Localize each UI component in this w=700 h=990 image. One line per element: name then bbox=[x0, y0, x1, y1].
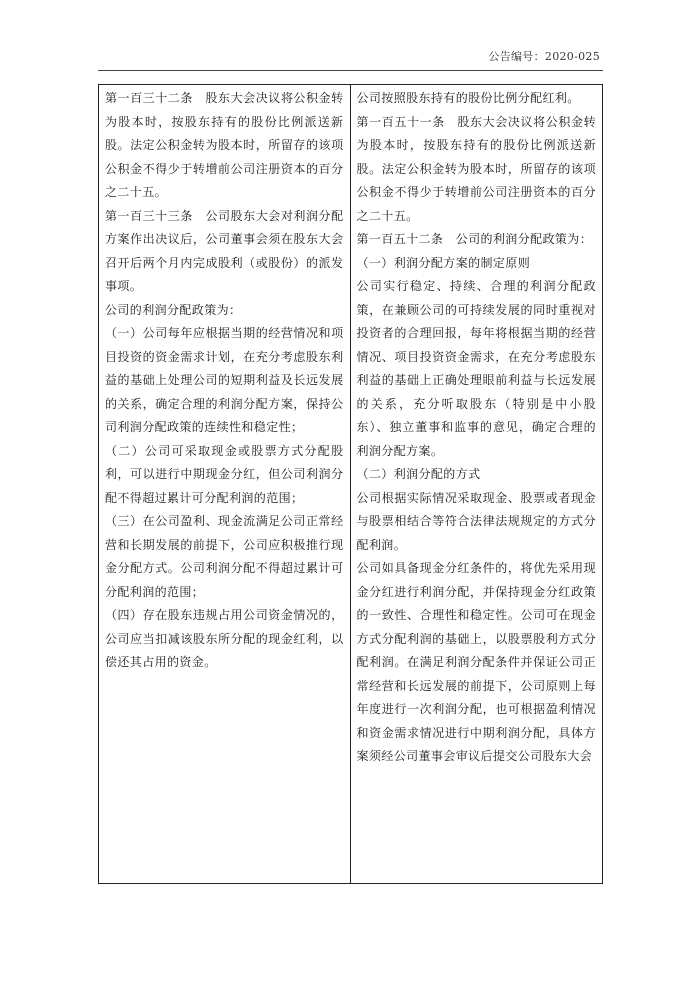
announcement-number: 公告编号：2020-025 bbox=[488, 50, 600, 63]
policy-intro: 公司的利润分配政策为： bbox=[105, 302, 242, 317]
policy-item-4: （四）存在股东违规占用公司资金情况的，公司应当扣减该股东所分配的现金红利，以偿还其占用的资金。 bbox=[105, 608, 344, 669]
article-152: 第一百五十二条 公司的利润分配政策为： bbox=[356, 232, 593, 246]
policy-item-1: （一）公司每年应根据当期的经营情况和项目投资的资金需求计划，在充分考虑股东利益的基础上处理公司的短期利益及长远发展的关系，确定合理的利润分配方案，保持公司利润分配政策的连续性和稳定性； bbox=[105, 326, 344, 434]
policy-item-3: （三）在公司盈利、现金流满足公司正常经营和长期发展的前提下，公司应积极推行现金分配方式。公司利润分配不得超过累计可分配利润的范围； bbox=[105, 514, 344, 599]
methods-text: 公司根据实际情况采取现金、股票或者现金与股票相结合等符合法律法规规定的方式分配利润。 bbox=[356, 490, 596, 552]
article-133: 第一百三十三条 公司股东大会对利润分配方案作出决议后，公司董事会须在股东大会召开后两个月内完成股利（或股份）的派发事项。 bbox=[105, 208, 344, 293]
right-column-revised-text bbox=[351, 85, 603, 883]
policy-item-2: （二）公司可采取现金或股票方式分配股利，可以进行中期现金分红，但公司利润分配不得超过累计可分配利润的范围； bbox=[105, 443, 344, 505]
left-column-original-text bbox=[99, 85, 351, 883]
article-132: 第一百三十二条 股东大会决议将公积金转为股本时，按股东持有的股份比例派送新股。法定公积金转为股本时，所留存的该项公积金不得少于转增前公司注册资本的百分之二十五。 bbox=[105, 91, 344, 199]
cash-dividend-text: 公司如具备现金分红条件的，将优先采用现金分红进行利润分配，并保持现金分红政策的一致性、合理性和稳定性。公司可在现金方式分配利润的基础上，以股票股利方式分配利润。在满足利润分配条件并保证公司正常经营和长远发展的前提下，公司原则上每年度进行一次利润分配，也可根据盈利情况和资金需求情况进行中期利润分配，具体方案须经公司董事会审议后提交公司股东大会 bbox=[356, 561, 596, 763]
article-151: 第一百五十一条 股东大会决议将公积金转为股本时，按股东持有的股份比例派送新股。法定公积金转为股本时，所留存的该项公积金不得少于转增前公司注册资本的百分之二十五。 bbox=[356, 114, 596, 223]
section-heading-methods: （二）利润分配的方式 bbox=[356, 467, 481, 481]
dividend-continuation: 公司按照股东持有的股份比例分配红利。 bbox=[356, 91, 580, 105]
header-divider bbox=[98, 70, 603, 71]
comparison-table bbox=[98, 84, 603, 884]
principles-text: 公司实行稳定、持续、合理的利润分配政策，在兼顾公司的可持续发展的同时重视对投资者的合理回报，每年将根据当期的经营情况、项目投资资金需求，在充分考虑股东利益的基础上正确处理眼前利益与长远发展的关系，充分听取股东（特别是中小股东）、独立董事和监事的意见，确定合理的利润分配方案。 bbox=[356, 279, 596, 458]
section-heading-principles: （一）利润分配方案的制定原则 bbox=[356, 255, 531, 270]
